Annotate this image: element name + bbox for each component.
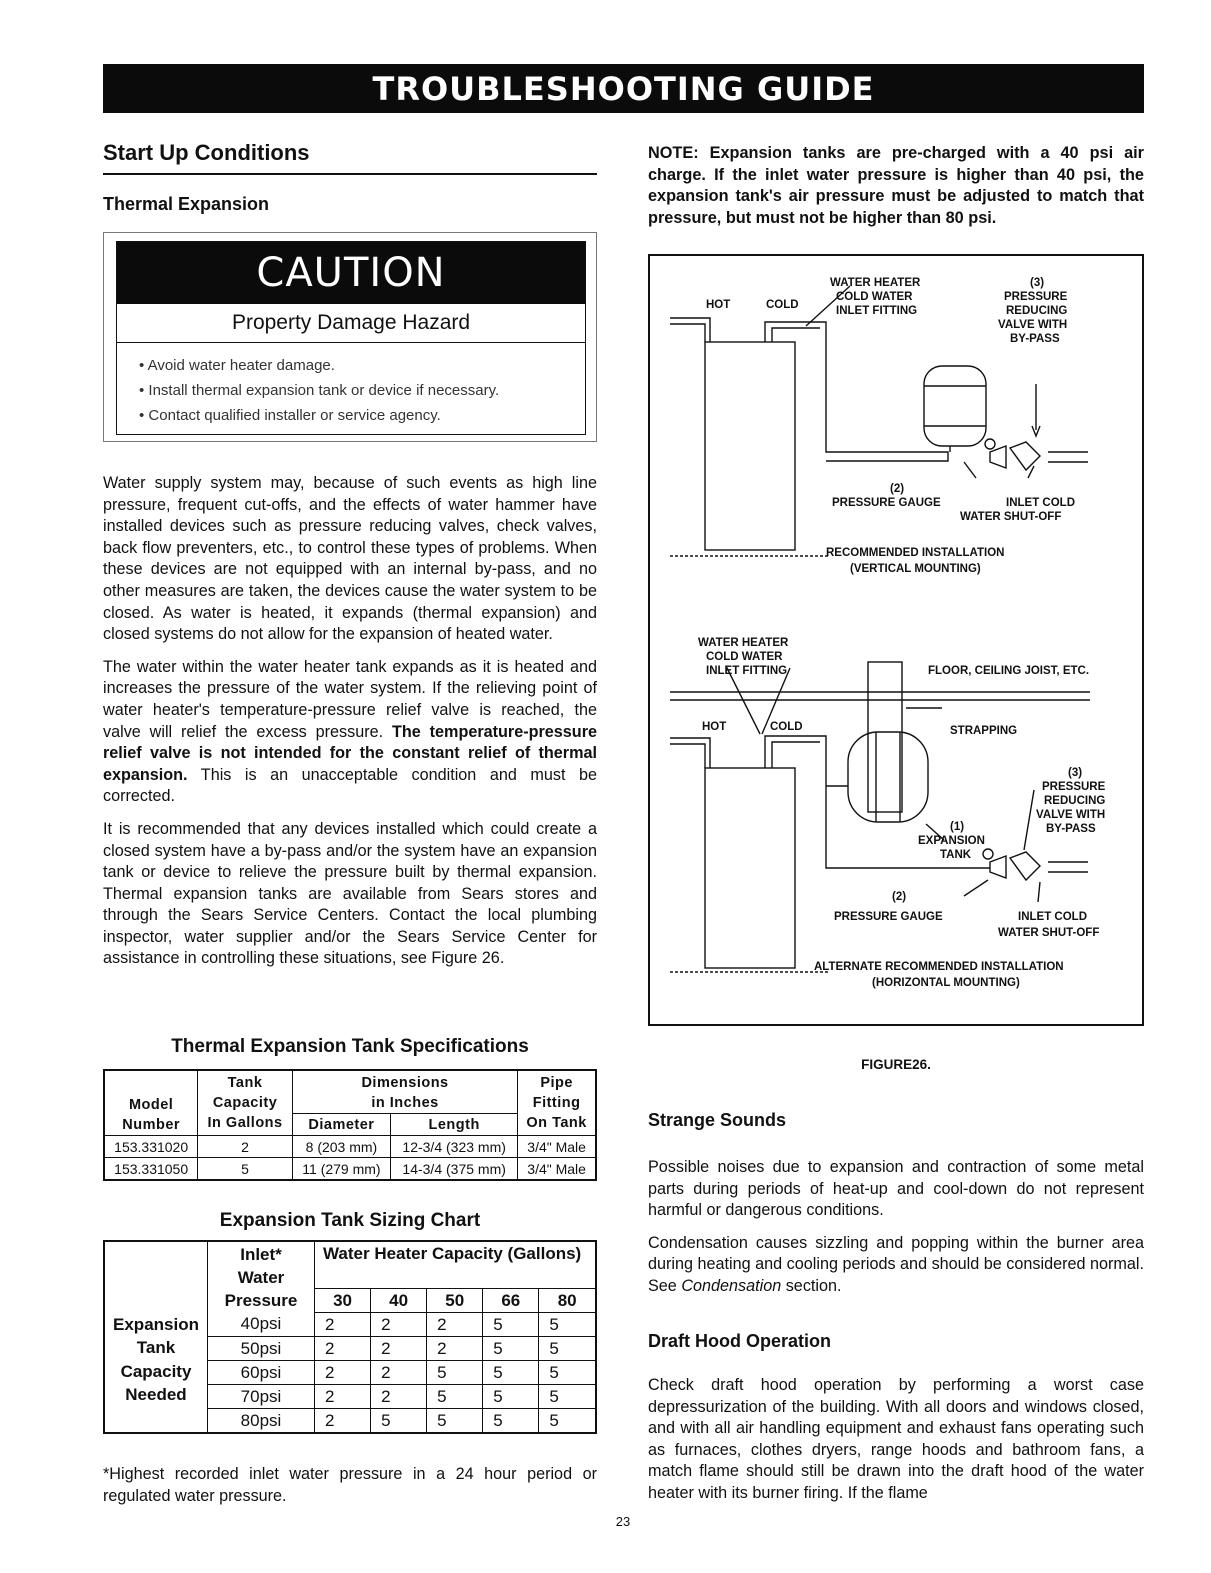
svg-text:COLD WATER: COLD WATER <box>836 291 913 303</box>
row-label: Expansion Tank Capacity Needed <box>113 1314 199 1404</box>
caution-item: • Avoid water heater damage. <box>139 353 585 378</box>
svg-text:(1): (1) <box>950 821 965 833</box>
svg-text:INLET COLD: INLET COLD <box>1006 497 1075 509</box>
svg-text:(3): (3) <box>1068 767 1083 779</box>
page-number: 23 <box>615 1514 631 1529</box>
svg-text:WATER SHUT-OFF: WATER SHUT-OFF <box>998 927 1100 939</box>
svg-text:REDUCING: REDUCING <box>1006 305 1068 317</box>
svg-text:PRESSURE GAUGE: PRESSURE GAUGE <box>834 911 943 923</box>
header-model: Model Number <box>104 1070 198 1136</box>
caution-box <box>103 232 597 442</box>
svg-text:(2): (2) <box>892 891 907 903</box>
header-length: Length <box>391 1114 518 1136</box>
draft-hood-text <box>648 1375 1144 1516</box>
svg-text:INLET COLD: INLET COLD <box>1018 911 1087 923</box>
header-dimensions: Dimensions in Inches <box>292 1070 517 1114</box>
header-30: 30 <box>315 1289 371 1313</box>
strange-sounds-title: Strange Sounds <box>648 1110 787 1130</box>
svg-text:RECOMMENDED INSTALLATION: RECOMMENDED INSTALLATION <box>826 547 1005 559</box>
svg-text:PRESSURE GAUGE: PRESSURE GAUGE <box>832 497 941 509</box>
svg-text:PRESSURE: PRESSURE <box>1042 781 1106 793</box>
installation-diagram <box>648 254 1144 1026</box>
paragraph: The water within the water heater tank expands as it is heated and increases the pressure of the water system. If the relieving point of water heater's temperature-pressure relief valve is reached, the valve will relief the excess pressure. The temperature-pressure relief valve is not intended for the constant relief of thermal expansion. This is an unacceptable condition and must be corrected. <box>103 657 597 806</box>
thermal-expansion-text <box>103 473 597 981</box>
svg-text:COLD WATER: COLD WATER <box>706 651 783 663</box>
svg-text:EXPANSION: EXPANSION <box>918 835 985 847</box>
paragraph: Check draft hood operation by performing a worst case depressurization of the building. With all doors and windows closed, and with all air handling equipment and exhaust fans operating such as furnaces, clothes dryers, range hoods and bathroom fans, a match flame should still be drawn into the draft hood of the water heater with its burner firing. If the flame <box>648 1376 1144 1502</box>
empty-cell <box>104 1241 208 1313</box>
table-row: 80psi 2 5 5 5 5 <box>104 1409 596 1434</box>
table-row: Expansion Tank Capacity Needed 40psi 2 2 2 5 5 <box>104 1313 596 1337</box>
strange-sounds-text <box>648 1157 1144 1309</box>
spec-table-title: Thermal Expansion Tank Specifications <box>171 1036 529 1057</box>
caution-list <box>117 343 585 428</box>
table-row: 70psi 2 2 5 5 5 <box>104 1385 596 1409</box>
svg-text:WATER HEATER: WATER HEATER <box>830 277 921 289</box>
header-80: 80 <box>539 1289 596 1313</box>
figure-label: FIGURE26. <box>861 1057 931 1072</box>
caution-item: • Install thermal expansion tank or device if necessary. <box>139 378 585 403</box>
svg-text:HOT: HOT <box>702 721 727 733</box>
section-rule <box>103 173 597 175</box>
footnote: *Highest recorded inlet water pressure in a 24 hour period or regulated water pressure. <box>103 1465 597 1505</box>
svg-text:BY-PASS: BY-PASS <box>1010 333 1060 345</box>
svg-text:HOT: HOT <box>706 299 731 311</box>
svg-text:WATER SHUT-OFF: WATER SHUT-OFF <box>960 511 1062 523</box>
svg-text:WATER HEATER: WATER HEATER <box>698 637 789 649</box>
svg-text:(HORIZONTAL MOUNTING): (HORIZONTAL MOUNTING) <box>872 977 1020 989</box>
table-row: 153.331020 2 8 (203 mm) 12-3/4 (323 mm) 3/4" Male <box>104 1136 596 1158</box>
header-capacity: Water Heater Capacity (Gallons) <box>315 1241 597 1265</box>
svg-text:TANK: TANK <box>940 849 972 861</box>
svg-text:INLET FITTING: INLET FITTING <box>706 665 788 677</box>
paragraph: Possible noises due to expansion and contraction of some metal parts during periods of heat-up and cool-down do not represent harmful or dangerous conditions. <box>648 1158 1144 1220</box>
caution-subtitle: Property Damage Hazard <box>117 304 585 343</box>
svg-text:(VERTICAL MOUNTING): (VERTICAL MOUNTING) <box>850 563 981 575</box>
header-66: 66 <box>483 1289 539 1313</box>
header-inlet-pressure: Inlet* Water Pressure <box>208 1241 315 1313</box>
section-title: Start Up Conditions <box>103 140 310 165</box>
sizing-table-title: Expansion Tank Sizing Chart <box>219 1210 481 1231</box>
svg-text:COLD: COLD <box>770 721 803 733</box>
svg-text:BY-PASS: BY-PASS <box>1046 823 1096 835</box>
sizing-table <box>103 1240 597 1434</box>
svg-text:COLD: COLD <box>766 299 799 311</box>
svg-text:PRESSURE: PRESSURE <box>1004 291 1068 303</box>
header-40: 40 <box>371 1289 427 1313</box>
svg-text:VALVE WITH: VALVE WITH <box>998 319 1068 331</box>
page-banner: TROUBLESHOOTING GUIDE <box>103 64 1144 113</box>
draft-hood-title: Draft Hood Operation <box>648 1331 831 1351</box>
spec-table <box>103 1069 597 1181</box>
paragraph: Condensation causes sizzling and popping within the burner area during heating and cooling periods and should be considered normal. See Condensation section. <box>648 1233 1144 1295</box>
header-50: 50 <box>427 1289 483 1313</box>
paragraph: Water supply system may, because of such events as high line pressure, frequent cut-offs, and the effects of water hammer have installed devices such as pressure reducing valves, check valves, back flow preventers, etc., to control these types of problems. When these devices are not equipped with an internal by-pass, and no other measures are taken, the devices cause the water system to be closed. As water is heated, it expands (thermal expansion) and closed systems do not allow for the expansion of heated water. <box>103 474 597 644</box>
table-row: 60psi 2 2 5 5 5 <box>104 1361 596 1385</box>
svg-text:FLOOR, CEILING JOIST, ETC.: FLOOR, CEILING JOIST, ETC. <box>928 665 1090 677</box>
svg-text:(2): (2) <box>890 483 905 495</box>
svg-text:VALVE WITH: VALVE WITH <box>1036 809 1106 821</box>
paragraph: It is recommended that any devices installed which could create a closed system have a by-pass and/or the system have an expansion tank or device to relieve the pressure built by thermal expansion. Thermal expansion tanks are available from Sears stores and through the Sears Service Centers. Contact the local plumbing inspector, water supplier and/or the Sears Service Center for assistance in controlling these situations, see Figure 26. <box>103 819 597 968</box>
svg-text:STRAPPING: STRAPPING <box>950 725 1018 737</box>
svg-text:(3): (3) <box>1030 277 1045 289</box>
caution-title: CAUTION <box>117 242 585 304</box>
svg-text:INLET FITTING: INLET FITTING <box>836 305 918 317</box>
header-diameter: Diameter <box>292 1114 390 1136</box>
header-capacity: Tank Capacity In Gallons <box>198 1070 293 1136</box>
caution-item: • Contact qualified installer or service agency. <box>139 403 585 428</box>
header-pipe: Pipe Fitting On Tank <box>518 1070 596 1136</box>
table-row: 50psi 2 2 2 5 5 <box>104 1337 596 1361</box>
subsection-title: Thermal Expansion <box>103 194 270 214</box>
table-row: 153.331050 5 11 (279 mm) 14-3/4 (375 mm) 3/4" Male <box>104 1158 596 1181</box>
svg-text:ALTERNATE RECOMMENDED INSTALLA: ALTERNATE RECOMMENDED INSTALLATION <box>814 961 1064 973</box>
note-text: NOTE: Expansion tanks are pre-charged with a 40 psi air charge. If the inlet water pressure is higher than 40 psi, the expansion tank's air pressure must be adjusted to match that pressure, but must not be higher than 80 psi. <box>648 144 1144 227</box>
svg-text:REDUCING: REDUCING <box>1044 795 1106 807</box>
